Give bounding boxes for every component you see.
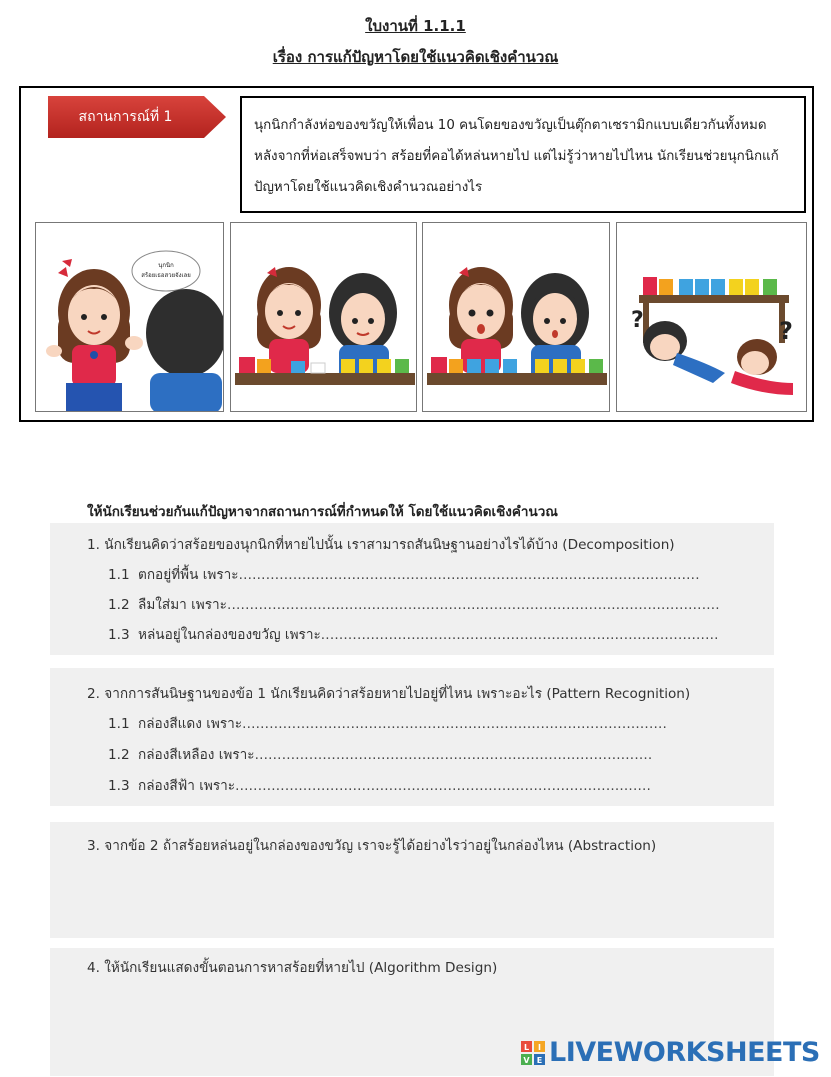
question-3-text: 3. จากข้อ 2 ถ้าสร้อยหล่นอยู่ในกล่องของขวัญ เราจะรู้ได้อย่างไรว่าอยู่ในกล่องไหน (Abstraction) [87,838,657,854]
item-number: 1.3 [108,778,130,794]
question-1-item-1 [108,563,700,585]
svg-text:E: E [536,1056,543,1065]
scenario-tag-label: สถานการณ์ที่ 1 [78,109,173,125]
answer-blank[interactable]: ........................................................................................ [320,627,719,643]
answer-blank[interactable]: .............................................................................................. [242,716,668,732]
svg-text:I: I [538,1043,541,1052]
scenario-tag [48,96,226,138]
answer-blank[interactable]: ...................................................................................................... [238,567,700,583]
comic-illustration-2 [231,223,417,412]
answer-blank[interactable]: ........................................................................................ [254,747,653,763]
item-number: 1.2 [108,747,130,763]
worksheet-title: ใบงานที่ 1.1.1 [365,17,466,35]
item-label: ลืมใส่มา เพราะ [138,597,227,613]
question-3-box[interactable] [50,822,774,938]
story-box: นุกนิกกำลังห่อของขวัญให้เพื่อน 10 คนโดยของขวัญเป็นตุ๊กตาเซรามิกแบบเดียวกันทั้งหมด หลังจากที่ห่อเสร็จพบว่า สร้อยที่คอได้หล่นหายไป แต่ไม่รู้ว่าหายไปไหน นักเรียนช่วยนุกนิกแก้ปัญหาโดยใช้แนวคิดเชิงคำนวณอย่างไร [240,96,806,213]
comic-panel-1 [35,222,224,412]
question-1-box [50,523,774,655]
answer-blank[interactable]: ............................................................................................................. [226,597,720,613]
worksheet-subtitle: เรื่อง การแก้ปัญหาโดยใช้แนวคิดเชิงคำนวณ [272,48,559,66]
svg-text:?: ? [631,308,644,333]
item-label: กล่องสีแดง เพราะ [138,716,243,732]
comic-panel-3 [422,222,610,412]
svg-text:นุกนิก: นุกนิก [158,262,174,269]
item-label: กล่องสีฟ้า เพราะ [138,778,236,794]
comic-illustration-1 [36,223,224,412]
instruction-text: ให้นักเรียนช่วยกันแก้ปัญหาจากสถานการณ์ที่กำหนดให้ โดยใช้แนวคิดเชิงคำนวณ [87,504,558,520]
answer-blank[interactable]: ............................................................................................ [235,778,652,794]
svg-text:L: L [523,1043,530,1052]
item-number: 1.1 [108,716,130,732]
question-1-item-3 [108,623,719,645]
svg-text:สร้อยเธอสวยจังเลย: สร้อยเธอสวยจังเลย [141,272,191,279]
liveworksheets-wordmark: LIVEWORKSHEETS [549,1037,820,1068]
liveworksheets-logo-icon [521,1041,545,1065]
comic-illustration-4 [617,223,807,412]
question-4-text: 4. ให้นักเรียนแสดงขั้นตอนการหาสร้อยที่หายไป (Algorithm Design) [87,960,498,976]
comic-panel-2 [230,222,417,412]
item-number: 1.2 [108,597,130,613]
question-2-text: 2. จากการสันนิษฐานของข้อ 1 นักเรียนคิดว่าสร้อยหายไปอยู่ที่ไหน เพราะอะไร (Pattern Recognition) [87,686,691,702]
item-number: 1.1 [108,567,130,583]
question-2-item-1 [108,712,667,734]
question-1-item-2 [108,593,720,615]
item-label: ตกอยู่ที่พื้น เพราะ [138,567,239,583]
question-2-item-3 [108,774,651,796]
comic-illustration-3 [423,223,610,412]
question-2-box [50,668,774,806]
item-label: กล่องสีเหลือง เพราะ [138,747,255,763]
svg-text:V: V [523,1056,530,1065]
liveworksheets-brand [521,1037,821,1069]
question-2-item-2 [108,743,652,765]
svg-text:?: ? [779,317,793,345]
item-label: หล่นอยู่ในกล่องของขวัญ เพราะ [138,627,321,643]
item-number: 1.3 [108,627,130,643]
question-1-text: 1. นักเรียนคิดว่าสร้อยของนุกนิกที่หายไปนั้น เราสามารถสันนิษฐานอย่างไรได้บ้าง (Decomposition) [87,537,675,553]
comic-panel-4 [616,222,807,412]
